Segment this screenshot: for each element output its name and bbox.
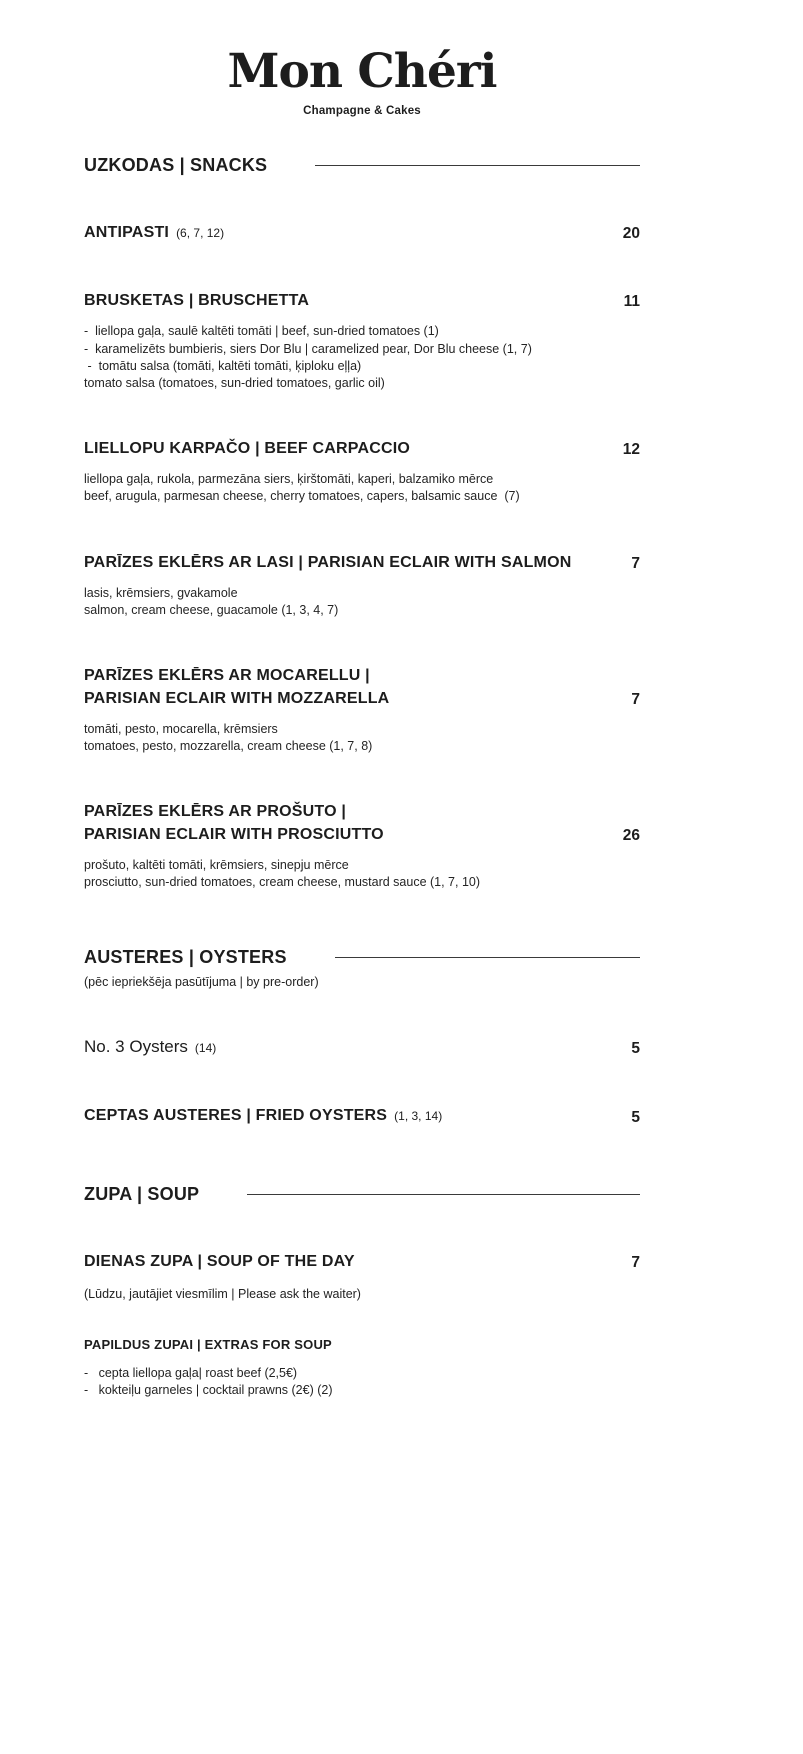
item-description-line: tomato salsa (tomatoes, sun-dried tomatoes, garlic oil) — [84, 375, 385, 390]
menu-item — [84, 1105, 640, 1127]
item-title-row — [84, 222, 640, 244]
menu-item — [84, 665, 640, 755]
item-title-line: PARISIAN ECLAIR WITH PROSCIUTTO — [84, 825, 384, 843]
item-title-line: PARĪZES EKLĒRS AR MOCARELLU | — [84, 667, 370, 685]
item-description — [84, 721, 640, 755]
item-title-row — [84, 290, 640, 312]
section-rule-line — [335, 957, 640, 958]
menu-section — [84, 155, 640, 892]
section-note: (pēc iepriekšēja pasūtījuma | by pre-order) — [84, 975, 319, 990]
item-title-row — [84, 1105, 640, 1127]
section-rule-line — [247, 1194, 640, 1195]
brand-header — [84, 46, 640, 117]
item-description-line: - kokteiļu garneles | cocktail prawns (2€) (2) — [84, 1383, 333, 1398]
item-title-row — [84, 438, 640, 460]
item-title — [84, 1105, 442, 1127]
item-description-line: liellopa gaļa, rukola, parmezāna siers, ķirštomāti, kaperi, balzamiko mērce — [84, 472, 494, 487]
item-price: 11 — [623, 293, 640, 311]
item-description-line: tomatoes, pesto, mozzarella, cream cheese (1, 7, 8) — [84, 739, 373, 754]
menu-sections — [84, 155, 640, 1399]
section-header — [84, 947, 640, 968]
item-description-line: prošuto, kaltēti tomāti, krēmsiers, sinepju mērce — [84, 858, 349, 873]
item-title-line: BRUSKETAS | BRUSCHETTA — [84, 292, 310, 310]
item-description-line: - karamelizēts bumbieris, siers Dor Blu | caramelized pear, Dor Blu cheese (1, 7) — [84, 341, 532, 356]
item-allergens: (14) — [194, 1041, 217, 1056]
item-description-line: prosciutto, sun-dried tomatoes, cream cheese, mustard sauce (1, 7, 10) — [84, 875, 481, 890]
item-title — [84, 438, 410, 460]
item-title-line: PARĪZES EKLĒRS AR LASI | PARISIAN ECLAIR WITH SALMON — [84, 553, 572, 571]
section-header — [84, 1184, 640, 1205]
section-header — [84, 155, 640, 176]
item-title — [84, 1251, 355, 1273]
item-description-line: - liellopa gaļa, saulē kaltēti tomāti | beef, sun-dried tomatoes (1) — [84, 324, 439, 339]
item-description-line: beef, arugula, parmesan cheese, cherry tomatoes, capers, balsamic sauce (7) — [84, 489, 520, 504]
item-price: 12 — [622, 441, 640, 459]
item-title-line: DIENAS ZUPA | SOUP OF THE DAY — [84, 1252, 355, 1270]
item-title-row — [84, 1035, 640, 1059]
section-title: ZUPA | SOUP — [84, 1183, 200, 1204]
item-title-row — [84, 665, 640, 710]
item-description — [84, 323, 640, 392]
item-price: 7 — [631, 1253, 640, 1271]
menu-item — [84, 1337, 640, 1399]
section-rule-line — [315, 165, 640, 166]
item-description-line: salmon, cream cheese, guacamole (1, 3, 4, 7) — [84, 603, 339, 618]
item-subheading: PAPILDUS ZUPAI | EXTRAS FOR SOUP — [84, 1336, 332, 1352]
item-price: 7 — [631, 691, 640, 709]
item-title-line: LIELLOPU KARPAČO | BEEF CARPACCIO — [84, 439, 411, 457]
item-description-line: - tomātu salsa (tomāti, kaltēti tomāti, ķiploku eļļa) — [84, 358, 362, 373]
item-price: 20 — [622, 225, 640, 243]
item-title — [84, 552, 571, 574]
item-description — [84, 1365, 640, 1399]
brand-title: Mon Chéri — [227, 44, 497, 99]
item-title — [84, 801, 384, 846]
item-title-line: CEPTAS AUSTERES | FRIED OYSTERS (1, 3, 14) — [84, 1107, 443, 1125]
menu-item — [84, 552, 640, 620]
item-description-line: - cepta liellopa gaļa| roast beef (2,5€) — [84, 1365, 298, 1380]
item-title-row — [84, 1251, 640, 1273]
menu-item — [84, 222, 640, 244]
item-title-line: ANTIPASTI (6, 7, 12) — [84, 223, 225, 241]
item-description-line: lasis, krēmsiers, gvakamole — [84, 586, 238, 600]
item-price: 26 — [622, 827, 640, 845]
item-price: 5 — [631, 1108, 640, 1126]
item-title — [84, 1035, 216, 1059]
menu-item — [84, 290, 640, 392]
item-title — [84, 222, 224, 244]
item-description — [84, 471, 640, 505]
item-allergens: (1, 3, 14) — [394, 1109, 443, 1124]
item-price: 5 — [631, 1040, 640, 1058]
item-allergens: (6, 7, 12) — [176, 225, 225, 240]
item-title-row — [84, 801, 640, 846]
item-title-row — [84, 552, 640, 574]
menu-item — [84, 1251, 640, 1301]
item-title — [84, 665, 389, 710]
item-price: 7 — [631, 555, 640, 572]
menu-section — [84, 947, 640, 1127]
item-description — [84, 857, 640, 891]
brand-subtitle: Champagne & Cakes — [303, 104, 421, 117]
menu-item — [84, 801, 640, 891]
menu-section — [84, 1184, 640, 1400]
menu-item — [84, 1035, 640, 1059]
item-description-line: tomāti, pesto, mocarella, krēmsiers — [84, 722, 278, 737]
section-title: UZKODAS | SNACKS — [84, 154, 268, 175]
menu-item — [84, 438, 640, 506]
item-note: (Lūdzu, jautājiet viesmīlim | Please ask the waiter) — [84, 1286, 361, 1301]
item-description — [84, 585, 640, 619]
item-title-line: No. 3 Oysters (14) — [84, 1037, 217, 1057]
item-title-line: PARISIAN ECLAIR WITH MOZZARELLA — [84, 689, 390, 707]
item-title — [84, 290, 309, 312]
section-title: AUSTERES | OYSTERS — [84, 947, 287, 968]
item-title-line: PARĪZES EKLĒRS AR PROŠUTO | — [84, 803, 347, 821]
